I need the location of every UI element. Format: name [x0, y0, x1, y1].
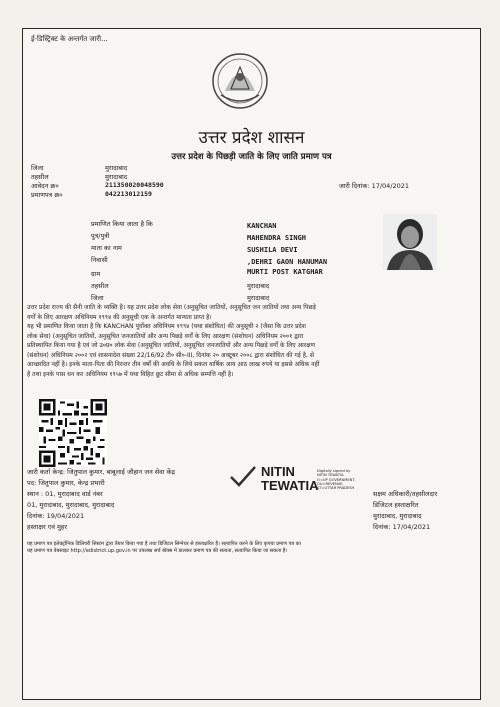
header-note: ई-डिस्ट्रिक्ट के अन्तर्गत जारी...: [31, 35, 108, 43]
officer-title: सक्षम अधिकारी/तहसीलदार: [373, 490, 438, 498]
field-label: पुत्र/पुत्री: [91, 232, 110, 240]
field-value-district: मुरादाबाद: [247, 294, 270, 302]
body-line: यह भी प्रमाणित किया जाता है कि KANCHAN पूर्वोक्त अधिनियम १९९४ (यथा संशोधित) की अनुसूची २ (जैसा कि उत्तर प्रदेश: [27, 323, 306, 330]
meta-value: मुरादाबाद: [105, 173, 128, 181]
footer-line: यह प्रमाण पत्र वेबसाइट http://edistrict.up.gov.in पर उपलब्ध सर्च बॉक्स में डालकर प्रमाण पत्र की सत्यता, सत्यापित किया जा सकता है।: [27, 548, 288, 554]
field-label: जिला: [91, 294, 104, 302]
issue-date: जारी दिनांक: 17/04/2021: [339, 182, 410, 190]
application-number: 211350020048590: [105, 181, 164, 189]
verified-tick-icon: [229, 465, 257, 489]
officer-signed-label: डिजिटल हस्ताक्षरित: [373, 501, 419, 509]
meta-label: जिला: [31, 164, 44, 172]
certificate-page: [22, 28, 481, 700]
body-line: प्रतिस्थापित किया गया है एवं जो उ०प्र० लोक सेवा (अनुसूचित जातियों, अनुसूचित जनजातियों और अन्य पिछड़े वर्गों के लिए आरक्षण: [27, 342, 316, 349]
body-line: है तथा इनके पास धन कर अधिनियम १९५७ में यथा विहित छूट सीमा से अधिक सम्पत्ति नहीं है।: [27, 370, 234, 378]
signer-name-line: NITIN: [261, 464, 295, 479]
body-line: आच्छादित नहीं है। इनके माता-पिता की निरन्तर तीन वर्षों की अवधि के लिये सकल वार्षिक आय आठ लाख रुपये या इससे अधिक नहीं: [27, 361, 320, 368]
field-label: निवासी: [91, 256, 108, 264]
field-value-father: MAHENDRA SINGH: [247, 234, 307, 242]
issuer-center: जारी कर्ता केन्द्र: जितुपाल कुमार, बाबूलाई जौहान जन सेवा केंद्र: [27, 468, 175, 476]
digital-signature: [261, 465, 319, 493]
issuer-post: पद: जितुपाल कुमार, केन्द्र प्रभारी: [27, 479, 105, 487]
field-value-tehsil: मुरादाबाद: [247, 282, 270, 290]
issuer-seal-label: हस्ताक्षर एवं मुहर: [27, 523, 68, 531]
meta-label: आवेदन क्र०: [31, 182, 59, 190]
issuer-location: स्थान : 01, मुरादाबाद वार्ड नंबर: [27, 490, 103, 498]
document-subtitle: उत्तर प्रदेश के पिछड़ी जाति के लिए जाति प्रमाण पत्र: [171, 152, 332, 162]
meta-value: मुरादाबाद: [105, 164, 128, 172]
qr-code-icon: [39, 399, 107, 467]
body-line: लोक सेवा) (अनुसूचित जातियों, अनुसूचित जनजातियों और अन्य पिछड़े वर्गों के लिए आरक्षण (संशोधन) अधिनियम २००१ द्वारा: [27, 332, 304, 340]
certificate-number: 042213012159: [105, 190, 152, 198]
meta-label: प्रमाणपत्र क्र०: [31, 191, 63, 199]
field-value-address: ,DEHRI GAON HANUMAN: [247, 258, 328, 266]
body-line: उत्तर प्रदेश राज्य की सैनी जाति के व्यक्ति है। यह उत्तर प्रदेश लोक सेवा (अनुसूचित जातियों, अनुसूचित जन जातियों तथा अन्य पिछड़े: [27, 304, 316, 311]
field-value-mother: SUSHILA DEVI: [247, 246, 298, 254]
body-line: (संशोधन) अधिनियम २००२ एवं शासनादेश संख्या 22/16/92 टी० सी०-III, दिनांक २० अक्टूबर २००८ द्वारा संशोधित की गई है, से: [27, 351, 314, 359]
up-government-emblem-icon: [209, 49, 271, 115]
field-label: माता का नाम: [91, 244, 122, 252]
issuer-location: 01, मुरादाबाद, मुरादाबाद, मुरादाबाद: [27, 501, 115, 509]
meta-label: तहसील: [31, 173, 49, 181]
field-value-address: MURTI POST KATGHAR: [247, 268, 323, 276]
document-title: उत्तर प्रदेश शासन: [198, 128, 305, 148]
certificate-body: [27, 303, 475, 379]
field-label: प्रमाणित किया जाता है कि: [91, 220, 153, 228]
field-label: तहसील: [91, 282, 109, 290]
officer-location: मुरादाबाद, मुरादाबाद: [373, 512, 422, 520]
digital-signature-details: Digitally signed by NITIN TEWATIA O=UP GOVERNMENT, OU=REVENUE, ST=UTTAR PRADESH: [317, 469, 356, 491]
officer-date: दिनांक: 17/04/2021: [373, 523, 431, 531]
applicant-photo: [383, 214, 437, 270]
field-label: ग्राम: [91, 270, 101, 278]
body-line: वर्गों के लिए आरक्षण अधिनियम १९९४ की अनुसूची एक के अन्तर्गत मान्यता प्राप्त है।: [27, 313, 212, 321]
issuer-date: दिनांक: 19/04/2021: [27, 512, 85, 520]
field-value-name: KANCHAN: [247, 222, 277, 230]
footer-line: यह प्रमाण पत्र इलेक्ट्रॉनिक डिलिवरी सिस्टम द्वारा तैयार किया गया है तथा डिजिटल सिग्नेचर से हस्ताक्षरित है। सत्यापित करने के लिए कृपया प्रमाण पत्र का: [27, 541, 301, 547]
signer-name-line: TEWATIA: [261, 478, 319, 493]
footer-note: [27, 541, 475, 555]
